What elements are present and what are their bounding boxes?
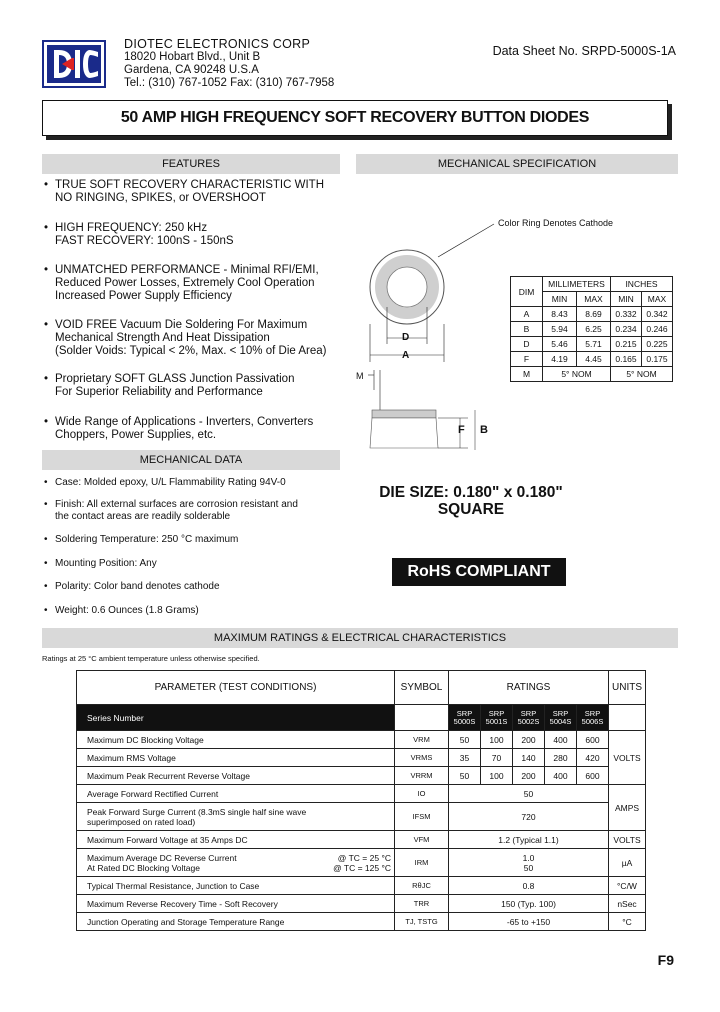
max-header: MAX <box>577 292 611 307</box>
dim-label-a: A <box>402 350 410 361</box>
col-symbol-header: SYMBOL <box>395 671 449 705</box>
dimension-table <box>510 276 673 382</box>
series-label: Series Number <box>77 705 395 731</box>
datasheet-number: Data Sheet No. SRPD-5000S-1A <box>492 44 676 58</box>
dim-label-b: B <box>480 424 488 436</box>
page-label: F9 <box>657 952 674 968</box>
table-row: Average Forward Rectified Current IO 50 AMPS <box>77 785 646 803</box>
max-header: MAX <box>642 292 673 307</box>
table-row: Maximum Reverse Recovery Time - Soft Recovery TRR 150 (Typ. 100) nSec <box>77 895 646 913</box>
col-ratings-header: RATINGS <box>449 671 609 705</box>
mech-item: • Mounting Position: Any <box>44 558 157 569</box>
table-row: Junction Operating and Storage Temperature Range TJ, TSTG -65 to +150 °C <box>77 913 646 931</box>
dim-label-d: D <box>402 332 410 343</box>
dim-row: A 8.43 8.69 0.332 0.342 <box>511 307 673 322</box>
company-block <box>124 38 334 90</box>
die-size: DIE SIZE: 0.180" x 0.180" SQUARE <box>379 484 563 518</box>
ratings-heading: MAXIMUM RATINGS & ELECTRICAL CHARACTERISTICS <box>42 628 678 648</box>
table-row: Typical Thermal Resistance, Junction to Case RθJC 0.8 °C/W <box>77 877 646 895</box>
mech-item: • Polarity: Color band denotes cathode <box>44 581 220 592</box>
dim-row: D 5.46 5.71 0.215 0.225 <box>511 337 673 352</box>
features-heading: FEATURES <box>42 154 340 174</box>
table-row: Maximum DC Blocking Voltage VRM 50 100 200 400 600 VOLTS <box>77 731 646 749</box>
col-units-header: UNITS <box>609 671 646 705</box>
dim-row: M 5° NOM 5° NOM <box>511 367 673 382</box>
dim-row: F 4.19 4.45 0.165 0.175 <box>511 352 673 367</box>
mm-col-header: MILLIMETERS <box>543 277 611 292</box>
min-header: MIN <box>543 292 577 307</box>
mech-item: • Case: Molded epoxy, U/L Flammability Rating 94V-0 <box>44 477 286 488</box>
dim-row: B 5.94 6.25 0.234 0.246 <box>511 322 673 337</box>
rohs-badge: RoHS COMPLIANT <box>392 558 566 586</box>
ratings-table <box>76 670 646 931</box>
col-param-header: PARAMETER (TEST CONDITIONS) <box>77 671 395 705</box>
address-line-1: 18020 Hobart Blvd., Unit B <box>124 51 261 63</box>
diode-outline-drawing <box>350 212 510 452</box>
series-row: Series Number SRP 5000S SRP 5001S SRP 5002S SRP 5004S SRP 5006S <box>77 705 646 731</box>
ratings-note: Ratings at 25 °C ambient temperature unless otherwise specified. <box>42 654 260 663</box>
in-col-header: INCHES <box>611 277 673 292</box>
mechanical-data-heading: MECHANICAL DATA <box>42 450 340 470</box>
table-row: Maximum Average DC Reverse Current @ TC = 25 °C At Rated DC Blocking Voltage @ TC = 125 °C IRM 1.0 50 µA <box>77 849 646 877</box>
cathode-ring-callout: Color Ring Denotes Cathode <box>498 218 614 228</box>
table-row: Maximum Forward Voltage at 35 Amps DC VFM 1.2 (Typical 1.1) VOLTS <box>77 831 646 849</box>
mech-item: • Finish: All external surfaces are corrosion resistant and the contact areas are readily solderable <box>44 499 298 522</box>
mech-spec-heading: MECHANICAL SPECIFICATION <box>356 154 678 174</box>
phone-fax: Tel.: (310) 767-1052 Fax: (310) 767-7958 <box>124 77 335 89</box>
dim-label-f: F <box>458 424 465 436</box>
min-header: MIN <box>611 292 642 307</box>
diotec-logo <box>42 40 106 88</box>
table-row: Maximum RMS Voltage VRMS 35 70 140 280 420 <box>77 749 646 767</box>
table-row: Maximum Peak Recurrent Reverse Voltage VRRM 50 100 200 400 600 <box>77 767 646 785</box>
mech-item: • Weight: 0.6 Ounces (1.8 Grams) <box>44 605 199 616</box>
address-line-2: Gardena, CA 90248 U.S.A <box>124 64 259 76</box>
dim-label-m: M <box>356 371 364 381</box>
page-title: 50 AMP HIGH FREQUENCY SOFT RECOVERY BUTTON DIODES <box>42 100 668 136</box>
mech-item: • Soldering Temperature: 250 °C maximum <box>44 534 239 545</box>
company-name: DIOTEC ELECTRONICS CORP <box>124 37 311 51</box>
dim-col-header: DIM <box>511 277 543 307</box>
table-row: Peak Forward Surge Current (8.3mS single half sine wave superimposed on rated load) IFSM 720 <box>77 803 646 831</box>
